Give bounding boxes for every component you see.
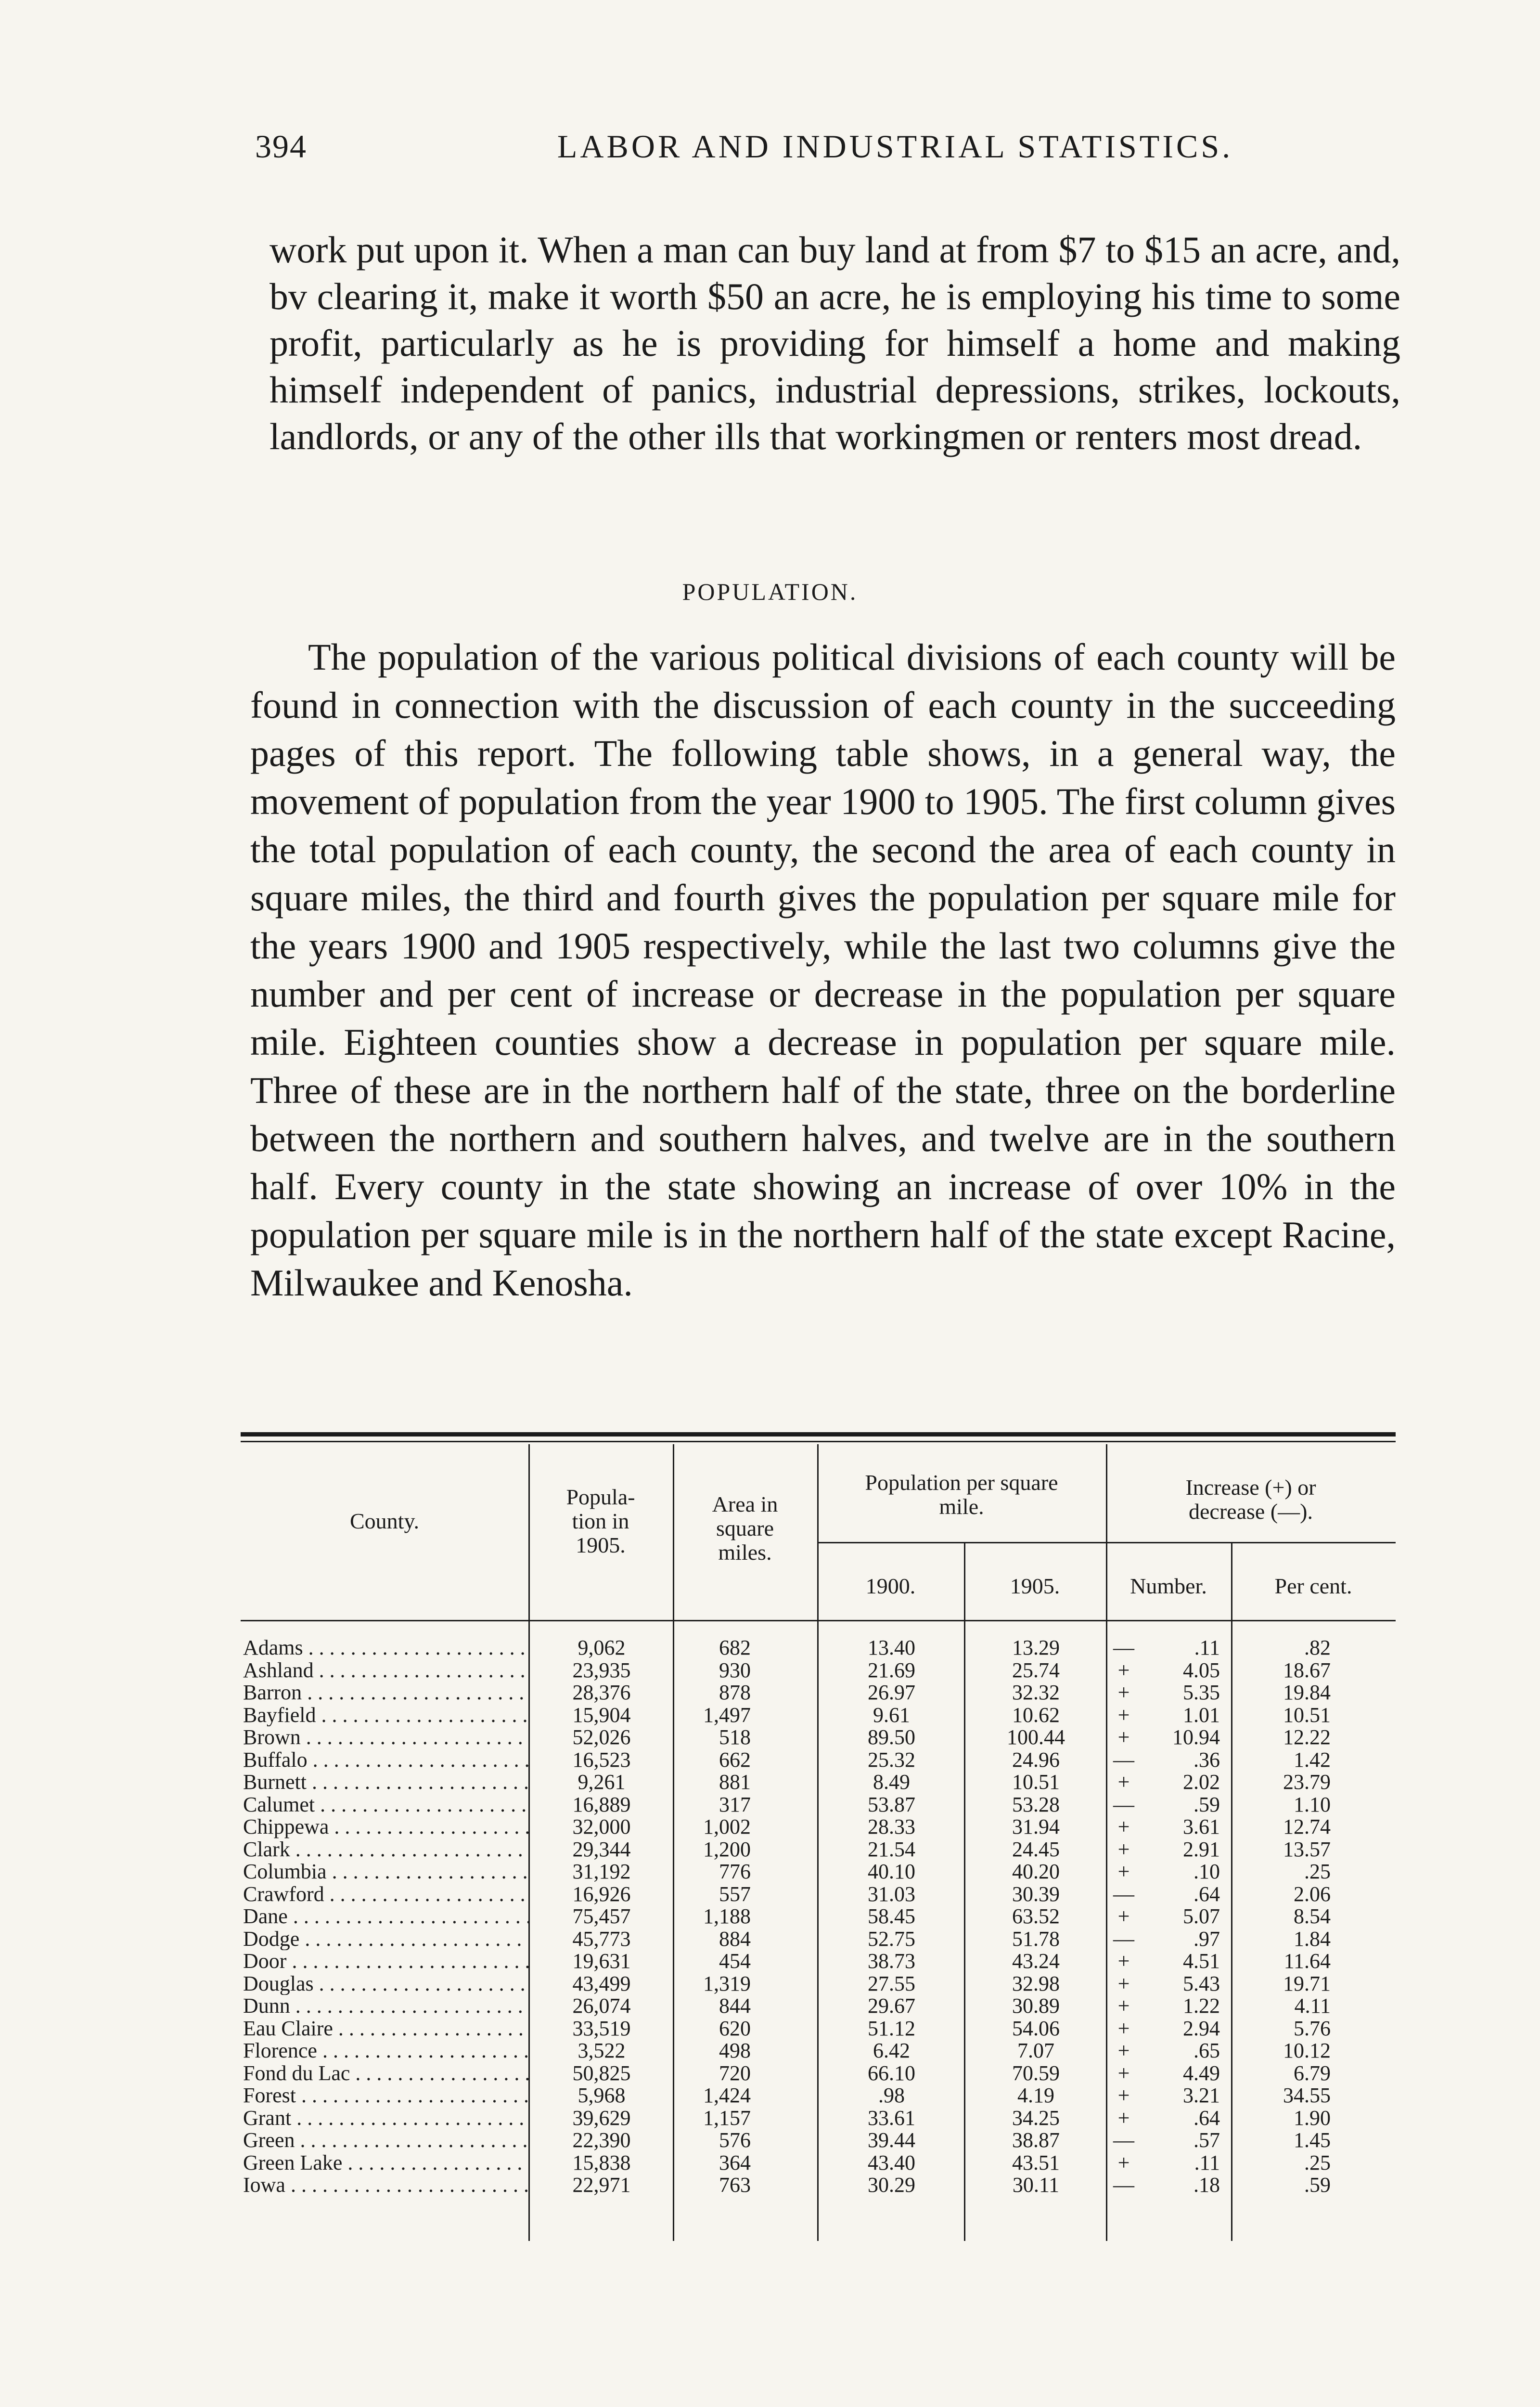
county-name: Green . . . [243,2129,529,2152]
header-area: Area in square miles. [712,1492,778,1565]
county-cell [241,1995,529,2018]
population-cell: 43,499 [572,1971,631,1995]
area-cell: 1,424 [703,2083,751,2107]
county-cell [241,1682,529,1704]
area-cell: 881 [719,1770,751,1794]
change-sign-cell: + [1117,1703,1130,1727]
population-cell: 15,904 [572,1703,631,1727]
density-1905-cell: 4.19 [1017,2083,1054,2107]
change-percent-cell: 8.54 [1294,1904,1331,1928]
county-cell [241,1905,529,1928]
change-percent-cell: .82 [1304,1636,1331,1659]
header-county: County. [350,1509,419,1533]
area-cell: 720 [719,2061,751,2085]
header-population: Popula- tion in 1905. [566,1485,635,1557]
county-cell [241,1950,529,1973]
table-row [241,1704,1396,1727]
density-1900-cell: 25.32 [868,1747,915,1772]
change-number-cell: 2.91 [1183,1837,1220,1861]
change-percent-cell: 1.45 [1294,2128,1331,2152]
change-sign-cell: + [1117,1725,1130,1749]
change-number-cell: 2.02 [1183,1770,1220,1794]
change-number-cell: .10 [1194,1860,1220,1883]
table-row [241,1838,1396,1861]
change-percent-cell: .25 [1304,2150,1331,2174]
change-sign-cell: + [1117,1994,1130,2018]
county-cell [241,1659,529,1682]
header-per-sq-mile: Population per square mile. [865,1470,1058,1519]
county-cell [241,1973,529,1995]
area-cell: 317 [719,1792,751,1816]
table-row [241,1659,1396,1682]
change-number-cell: 10.94 [1172,1725,1220,1749]
change-number-cell: 3.61 [1183,1815,1220,1838]
density-1905-cell: 54.06 [1012,2016,1060,2040]
change-sign-cell: + [1117,2083,1130,2107]
county-name: Brown . . . [243,1726,529,1749]
county-name: Crawford . . . [243,1883,529,1906]
density-1900-cell: 53.87 [868,1792,915,1816]
density-1900-cell: 13.40 [868,1636,915,1659]
density-1900-cell: 43.40 [868,2150,915,2174]
county-cell [241,1838,529,1861]
county-name: Iowa . . . [243,2174,529,2197]
county-cell [241,2084,529,2107]
area-cell: 844 [719,1994,751,2018]
change-sign-cell: + [1117,1658,1130,1682]
change-number-cell: .36 [1194,1747,1220,1772]
table-row [241,1794,1396,1816]
change-number-cell: .97 [1194,1927,1220,1951]
population-cell: 5,968 [578,2083,626,2107]
header-bottom-rule [241,1620,1396,1621]
county-name: Chippewa . . . [243,1816,529,1838]
change-percent-cell: 11.64 [1283,1949,1331,1973]
population-cell: 52,026 [572,1725,631,1749]
county-name: Adams . . . [243,1637,529,1659]
change-number-cell: 4.51 [1183,1949,1220,1973]
section-heading: POPULATION. [682,578,858,605]
county-name: Barron . . . [243,1682,529,1704]
change-percent-cell: 1.42 [1294,1747,1331,1772]
density-1900-cell: 89.50 [868,1725,915,1749]
area-cell: 763 [719,2173,751,2197]
change-sign-cell: + [1117,1949,1130,1973]
county-cell [241,1726,529,1749]
population-cell: 75,457 [572,1904,631,1928]
change-sign-cell: + [1117,2150,1130,2174]
density-1905-cell: 30.11 [1012,2173,1060,2197]
change-number-cell: .64 [1194,1882,1220,1906]
change-percent-cell: 19.71 [1283,1971,1331,1995]
population-cell: 16,523 [572,1747,631,1772]
county-cell [241,2152,529,2174]
change-percent-cell: 4.11 [1294,1994,1331,2018]
area-cell: 662 [719,1747,751,1772]
change-sign-cell: + [1117,1815,1130,1838]
density-1905-cell: 63.52 [1012,1904,1060,1928]
county-cell [241,1771,529,1794]
change-sign-cell: — [1113,2173,1134,2197]
change-number-cell: 4.49 [1183,2061,1220,2085]
change-sign-cell: + [1117,1904,1130,1928]
change-sign-cell: — [1113,2128,1134,2152]
density-1905-cell: 40.20 [1012,1860,1060,1883]
density-1900-cell: 28.33 [868,1815,915,1838]
population-cell: 50,825 [572,2061,631,2085]
change-sign-cell: — [1113,1636,1134,1659]
density-1900-cell: 27.55 [868,1971,915,1995]
page-number: 394 [255,128,307,165]
county-name: Grant . . . [243,2107,529,2130]
density-1900-cell: 51.12 [868,2016,915,2040]
density-1900-cell: 33.61 [868,2106,915,2130]
change-number-cell: .11 [1194,1636,1220,1659]
change-percent-cell: 19.84 [1283,1681,1331,1704]
density-1900-cell: 66.10 [868,2061,915,2085]
population-cell: 29,344 [572,1837,631,1861]
change-number-cell: 3.21 [1183,2083,1220,2107]
county-cell [241,2040,529,2062]
density-1900-cell: 31.03 [868,1882,915,1906]
county-name: Buffalo . . . [243,1749,529,1772]
density-1900-cell: .98 [878,2083,905,2107]
density-1905-cell: 24.96 [1012,1747,1060,1772]
change-percent-cell: 12.22 [1283,1725,1331,1749]
population-cell: 31,192 [572,1860,631,1883]
table-row [241,1928,1396,1951]
table-row [241,1883,1396,1906]
table-top-rule [241,1432,1396,1436]
density-1900-cell: 9.61 [873,1703,910,1727]
area-cell: 776 [719,1860,751,1883]
change-sign-cell: + [1117,1971,1130,1995]
area-cell: 1,188 [703,1904,751,1928]
change-percent-cell: 1.10 [1294,1792,1331,1816]
change-sign-cell: + [1117,2039,1130,2062]
density-1900-cell: 39.44 [868,2128,915,2152]
population-table [241,1432,1396,2251]
density-1905-cell: 13.29 [1012,1636,1060,1659]
change-number-cell: 2.94 [1183,2016,1220,2040]
density-1900-cell: 26.97 [868,1681,915,1704]
change-percent-cell: 34.55 [1283,2083,1331,2107]
change-sign-cell: + [1117,1681,1130,1704]
county-name: Eau Claire . . . [243,2018,529,2040]
county-name: Clark . . . [243,1838,529,1861]
density-1900-cell: 40.10 [868,1860,915,1883]
change-percent-cell: .25 [1304,1860,1331,1883]
change-sign-cell: — [1113,1882,1134,1906]
table-top-rule-thin [241,1441,1396,1442]
density-1905-cell: 10.51 [1012,1770,1060,1794]
county-cell [241,1637,529,1659]
header-number: Number. [1130,1574,1207,1598]
county-cell [241,2107,529,2130]
table-row [241,2129,1396,2152]
change-percent-cell: .59 [1304,2173,1331,2197]
area-cell: 1,200 [703,1837,751,1861]
table-row [241,1726,1396,1749]
header-percent: Per cent. [1274,1574,1352,1598]
change-sign-cell: + [1117,1770,1130,1794]
density-1900-cell: 52.75 [868,1927,915,1951]
density-1905-cell: 32.32 [1012,1681,1060,1704]
density-1905-cell: 31.94 [1012,1815,1060,1838]
density-1905-cell: 24.45 [1012,1837,1060,1861]
change-number-cell: .59 [1194,1792,1220,1816]
density-1905-cell: 34.25 [1012,2106,1060,2130]
population-cell: 9,261 [578,1770,626,1794]
table-row [241,2152,1396,2174]
running-title: LABOR AND INDUSTRIAL STATISTICS. [557,128,1233,165]
county-cell [241,2018,529,2040]
header-1905: 1905. [1010,1574,1060,1598]
table-body [241,1637,1396,2197]
change-number-cell: .64 [1194,2106,1220,2130]
county-name: Forest . . . [243,2084,529,2107]
table-row [241,1995,1396,2018]
intro-paragraph: work put upon it. When a man can buy land at from $7 to $15 an acre, and, bv clearing it, make it worth $50 an acre, he is employing his time to some profit, particularly as he is providing for himself a home and making himself independent of panics, industrial depressions, strikes, lockouts, landlords, or any of the other ills that workingmen or renters most dread. [270,229,1400,457]
density-1905-cell: 43.24 [1012,1949,1060,1973]
density-1900-cell: 29.67 [868,1994,915,2018]
table-row [241,1682,1396,1704]
population-cell: 9,062 [578,1636,626,1659]
area-cell: 557 [719,1882,751,1906]
change-percent-cell: 18.67 [1283,1658,1331,1682]
density-1905-cell: 30.89 [1012,1994,1060,2018]
density-1905-cell: 10.62 [1012,1703,1060,1727]
area-cell: 620 [719,2016,751,2040]
change-percent-cell: 13.57 [1283,1837,1331,1861]
density-1905-cell: 53.28 [1012,1792,1060,1816]
area-cell: 1,497 [703,1703,751,1727]
change-percent-cell: 12.74 [1283,1815,1331,1838]
change-percent-cell: 1.90 [1294,2106,1331,2130]
area-cell: 364 [719,2150,751,2174]
change-percent-cell: 1.84 [1294,1927,1331,1951]
county-name: Door . . . [243,1950,529,1973]
change-sign-cell: — [1113,1747,1134,1772]
population-cell: 28,376 [572,1681,631,1704]
population-cell: 3,522 [578,2039,626,2062]
change-sign-cell: + [1117,2061,1130,2085]
table-row [241,2107,1396,2130]
county-name: Ashland . . . [243,1659,529,1682]
county-cell [241,1928,529,1951]
county-name: Dunn . . . [243,1995,529,2018]
county-name: Burnett . . . [243,1771,529,1794]
density-1900-cell: 38.73 [868,1949,915,1973]
header-change: Increase (+) or decrease (—). [1185,1475,1316,1524]
population-cell: 16,889 [572,1792,631,1816]
county-cell [241,2062,529,2085]
change-percent-cell: 6.79 [1294,2061,1331,2085]
area-cell: 1,002 [703,1815,751,1838]
population-cell: 22,971 [572,2173,631,2197]
change-number-cell: .18 [1194,2173,1220,2197]
area-cell: 454 [719,1949,751,1973]
change-sign-cell: — [1113,1792,1134,1816]
table-row [241,1905,1396,1928]
county-name: Green Lake . . . [243,2152,529,2174]
county-name: Dane . . . [243,1905,529,1928]
table-row [241,2174,1396,2197]
density-1900-cell: 8.49 [873,1770,910,1794]
density-1905-cell: 25.74 [1012,1658,1060,1682]
change-number-cell: 1.01 [1183,1703,1220,1727]
change-percent-cell: 5.76 [1294,2016,1331,2040]
county-name: Columbia . . . [243,1861,529,1883]
county-name: Bayfield . . . [243,1704,529,1727]
table-row [241,2040,1396,2062]
population-cell: 26,074 [572,1994,631,2018]
table-row [241,1637,1396,1659]
density-1900-cell: 6.42 [873,2039,910,2062]
population-cell: 19,631 [572,1949,631,1973]
density-1900-cell: 58.45 [868,1904,915,1928]
change-number-cell: 5.35 [1183,1681,1220,1704]
change-sign-cell: + [1117,1837,1130,1861]
population-cell: 32,000 [572,1815,631,1838]
area-cell: 884 [719,1927,751,1951]
change-subrule [1106,1542,1396,1543]
table-row [241,1973,1396,1995]
change-sign-cell: — [1113,1927,1134,1951]
change-number-cell: 4.05 [1183,1658,1220,1682]
county-cell [241,2129,529,2152]
density-1900-cell: 21.69 [868,1658,915,1682]
population-paragraph: The population of the various political divisions of each county will be found in connection with the discussion of each county in the succeeding pages of this report. The following table shows, in a general way, the movement of population from the year 1900 to 1905. The first column gives the total population of each county, the second the area of each county in square miles, the third and fourth gives the population per square mile for the years 1900 and 1905 respectively, while the last two columns give the number and per cent of increase or decrease in the population per square mile. Eighteen counties show a decrease in population per square mile. Three of these are in the northern half of the state, three on the borderline between the northern and southern halves, and twelve are in the southern half. Every county in the state showing an increase of over 10% in the population per square mile is in the northern half of the state except Racine, Milwaukee and Kenosha. [250,636,1396,1304]
county-name: Douglas . . . [243,1973,529,1995]
county-name: Fond du Lac . . . [243,2062,529,2085]
area-cell: 682 [719,1636,751,1659]
change-number-cell: .65 [1194,2039,1220,2062]
area-cell: 1,157 [703,2106,751,2130]
change-sign-cell: + [1117,2016,1130,2040]
county-cell [241,1861,529,1883]
change-sign-cell: + [1117,1860,1130,1883]
population-cell: 45,773 [572,1927,631,1951]
density-1905-cell: 100.44 [1007,1725,1065,1749]
density-1905-cell: 51.78 [1012,1927,1060,1951]
table-row [241,2062,1396,2085]
table-row [241,1771,1396,1794]
county-cell [241,1794,529,1816]
county-name: Florence . . . [243,2040,529,2062]
county-cell [241,1749,529,1772]
population-cell: 16,926 [572,1882,631,1906]
density-1905-cell: 32.98 [1012,1971,1060,1995]
county-name: Dodge . . . [243,1928,529,1951]
population-cell: 15,838 [572,2150,631,2174]
change-percent-cell: 2.06 [1294,1882,1331,1906]
area-cell: 1,319 [703,1971,751,1995]
change-percent-cell: 10.51 [1283,1703,1331,1727]
change-number-cell: 1.22 [1183,1994,1220,2018]
population-cell: 23,935 [572,1658,631,1682]
table-row [241,1950,1396,1973]
change-sign-cell: + [1117,2106,1130,2130]
county-cell [241,2174,529,2197]
page-header [255,128,1410,166]
area-cell: 930 [719,1658,751,1682]
county-cell [241,1883,529,1906]
population-cell: 33,519 [572,2016,631,2040]
population-cell: 22,390 [572,2128,631,2152]
change-number-cell: .57 [1194,2128,1220,2152]
area-cell: 878 [719,1681,751,1704]
density-1905-cell: 43.51 [1012,2150,1060,2174]
density-1905-cell: 7.07 [1017,2039,1054,2062]
county-name: Calumet . . . [243,1794,529,1816]
table-row [241,2084,1396,2107]
density-1905-cell: 70.59 [1012,2061,1060,2085]
change-number-cell: 5.43 [1183,1971,1220,1995]
county-cell [241,1704,529,1727]
table-row [241,2018,1396,2040]
county-cell [241,1816,529,1838]
header-1900: 1900. [865,1574,916,1598]
table-row [241,1861,1396,1883]
change-percent-cell: 23.79 [1283,1770,1331,1794]
change-number-cell: 5.07 [1183,1904,1220,1928]
change-percent-cell: 10.12 [1283,2039,1331,2062]
area-cell: 518 [719,1725,751,1749]
population-cell: 39,629 [572,2106,631,2130]
table-row [241,1749,1396,1772]
table-row [241,1816,1396,1838]
density-1905-cell: 38.87 [1012,2128,1060,2152]
density-1905-cell: 30.39 [1012,1882,1060,1906]
per-sq-mile-subrule [817,1542,1106,1543]
area-cell: 576 [719,2128,751,2152]
area-cell: 498 [719,2039,751,2062]
density-1900-cell: 30.29 [868,2173,915,2197]
density-1900-cell: 21.54 [868,1837,915,1861]
change-number-cell: .11 [1194,2150,1220,2174]
